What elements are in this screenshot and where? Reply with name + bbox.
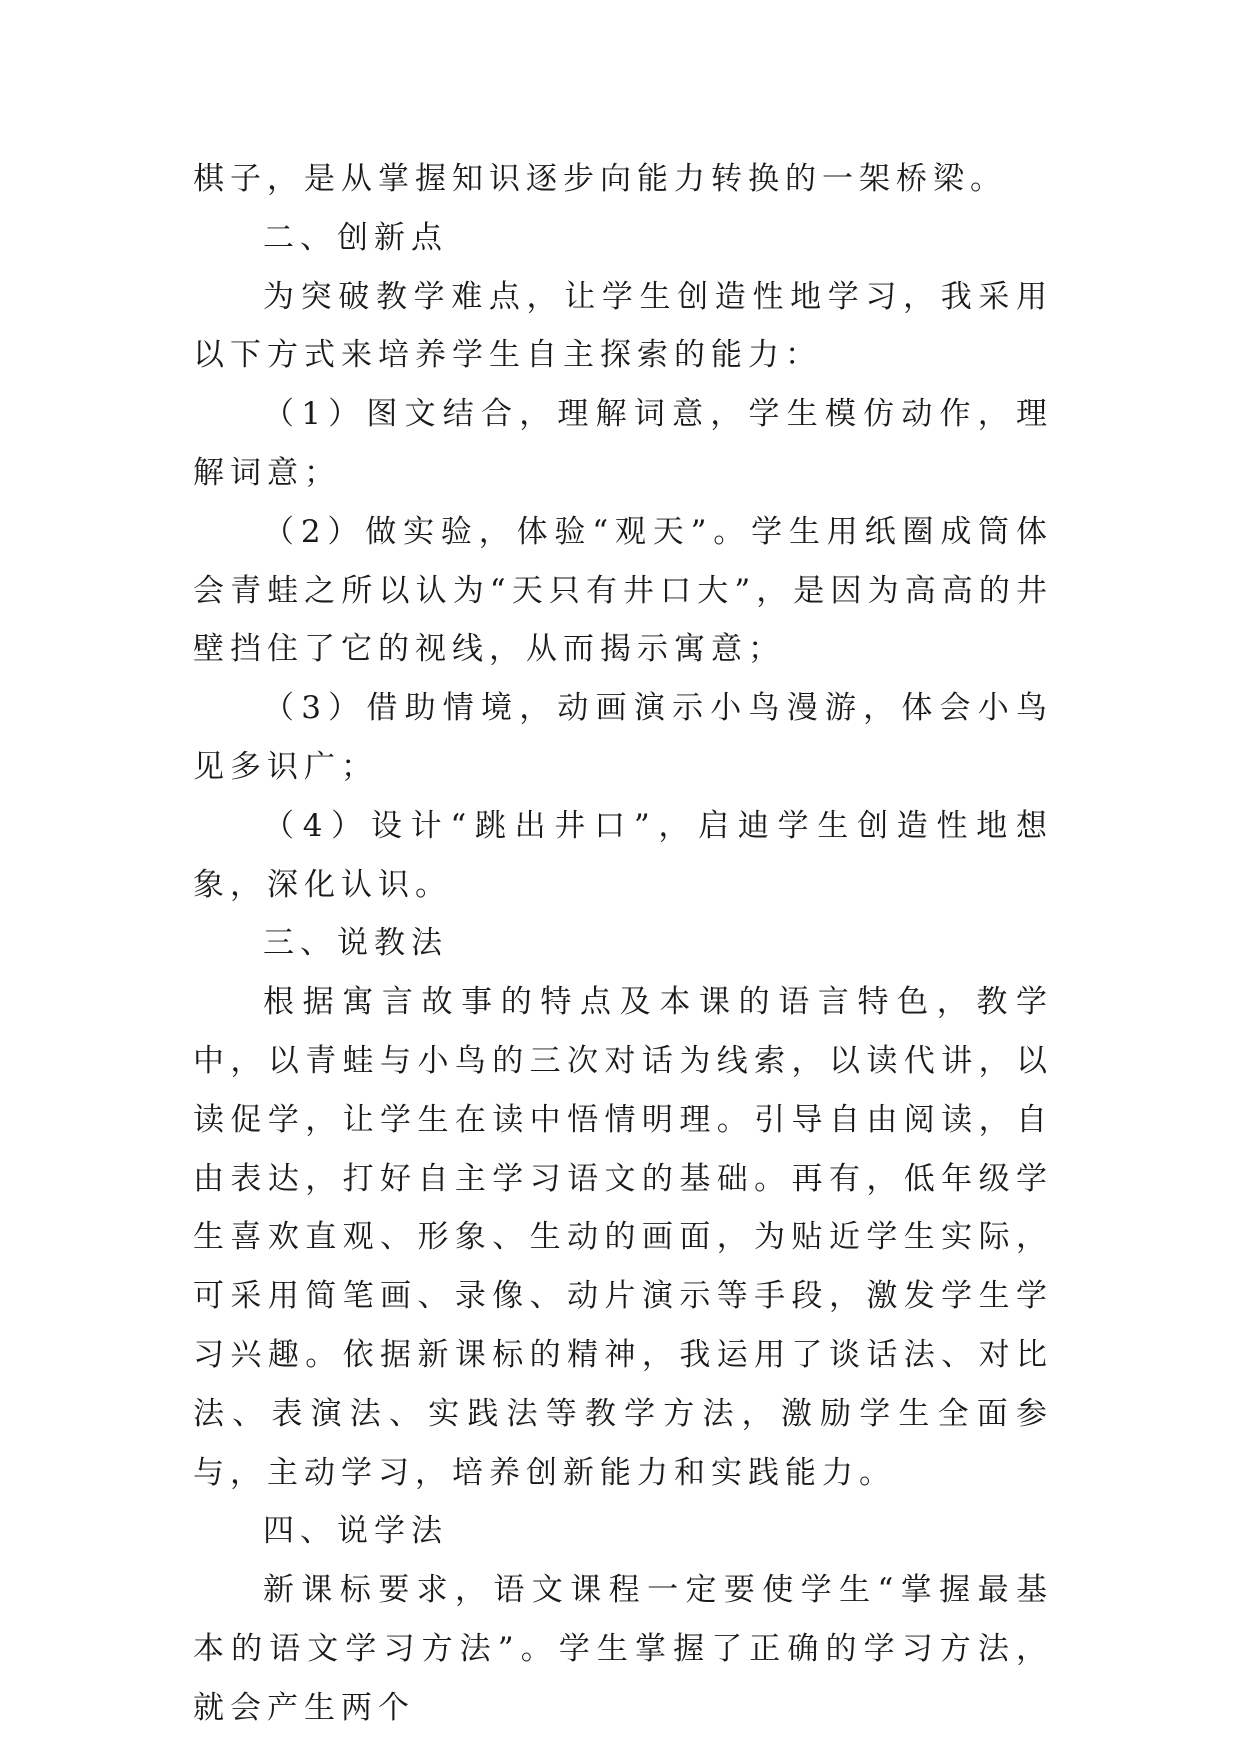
section-heading: 二、创新点	[263, 219, 448, 256]
document-body	[193, 150, 1053, 1738]
list-item: （3）借助情境，动画演示小鸟漫游，体会小鸟见多识广；	[193, 690, 1053, 785]
paragraph: 根据寓言故事的特点及本课的语言特色，教学中，以青蛙与小鸟的三次对话为线索，以读代讲，以读促学，让学生在读中悟情明理。引导自由阅读，自由表达，打好自主学习语文的基础。再有，低年级学生喜欢直观、形象、生动的画面，为贴近学生实际，可采用简笔画、录像、动片演示等手段，激发学生学习兴趣。依据新课标的精神，我运用了谈话法、对比法、表演法、实践法等教学方法，激励学生全面参与，主动学习，培养创新能力和实践能力。	[193, 984, 1053, 1491]
paragraph: 棋子，是从掌握知识逐步向能力转换的一架桥梁。	[193, 161, 1007, 197]
list-item: （1）图文结合，理解词意，学生模仿动作，理解词意；	[193, 396, 1053, 491]
list-item: （2）做实验，体验“观天”。学生用纸圈成筒体会青蛙之所以认为“天只有井口大”，是因为高高的井壁挡住了它的视线，从而揭示寓意；	[193, 513, 1053, 668]
section-heading: 四、说学法	[263, 1513, 448, 1550]
section-heading: 三、说教法	[263, 925, 448, 962]
list-item: （4）设计“跳出井口”，启迪学生创造性地想象，深化认识。	[193, 807, 1053, 903]
paragraph: 为突破教学难点，让学生创造性地学习，我采用以下方式来培养学生自主探索的能力：	[193, 278, 1053, 374]
paragraph: 新课标要求，语文课程一定要使学生“掌握最基本的语文学习方法”。学生掌握了正确的学习方法，就会产生两个	[193, 1572, 1053, 1726]
